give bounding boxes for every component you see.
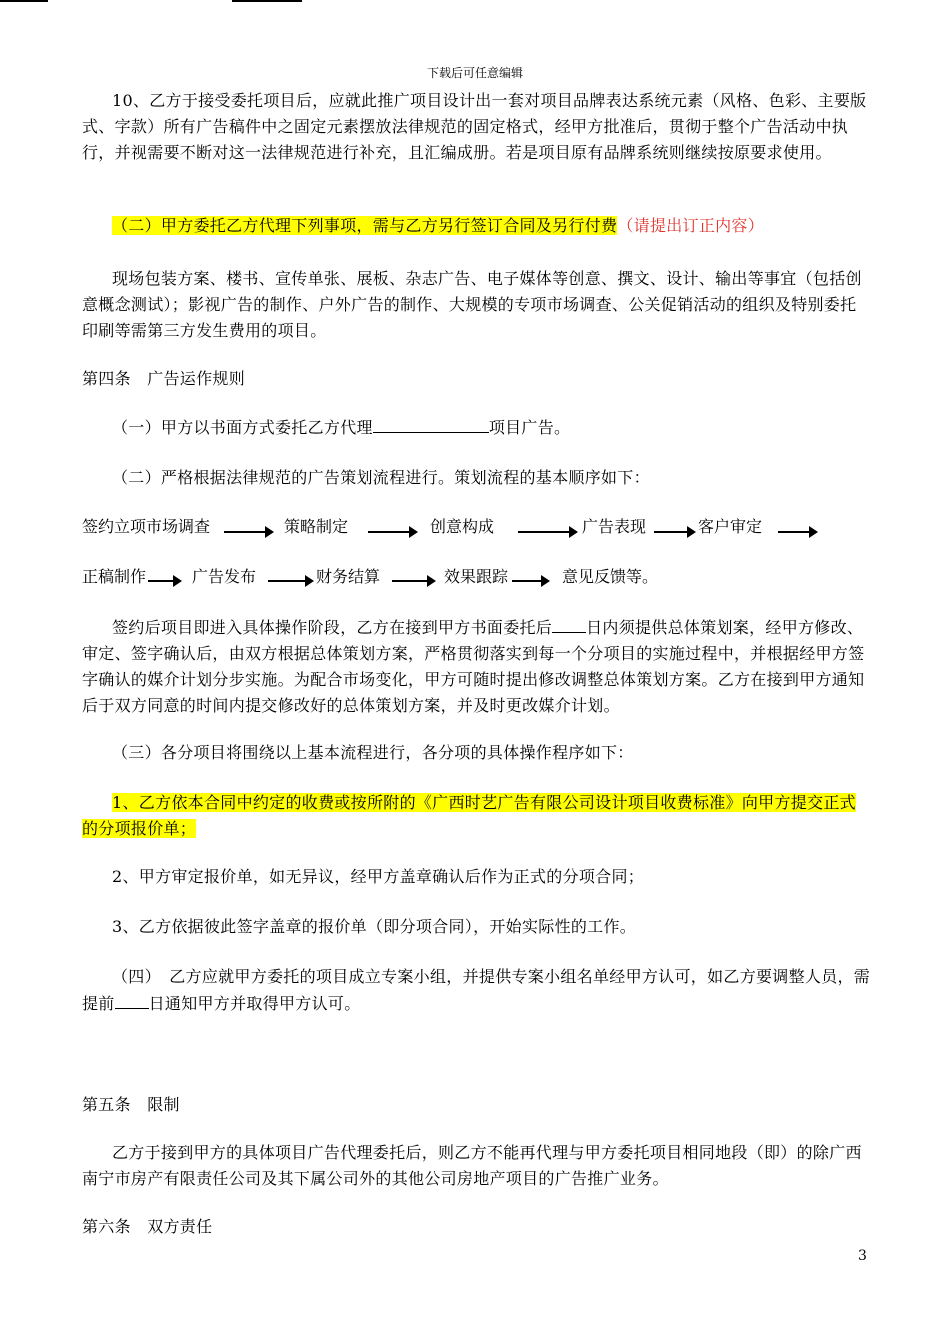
flow-step-9: 效果跟踪 [444,567,509,586]
flow-step-2: 策略制定 [284,517,349,536]
flow-arrow-6 [148,580,174,582]
flow-arrow-9 [512,580,542,582]
section-2-body: 现场包装方案、楼书、宣传单张、展板、杂志广告、电子媒体等创意、撰文、设计、输出等事宜（包括创意概念测试）；影视广告的制作、户外广告的制作、大规模的专项市场调查、公关促销活动的组织及特别委托印刷等需第三方发生费用的项目。 [82,269,862,340]
article-4-item-4-pre: （四） 乙方应就甲方委托的项目成立专案小组，并提供专案小组名单经甲方认可，如乙方要调整人员，需提前 [82,967,871,1013]
article-4-item-1-post: 项目广告。 [488,418,571,437]
flow-step-7: 广告发布 [192,567,257,586]
procedure-item-1 [82,790,872,842]
flow-arrow-3 [518,531,570,533]
section-2-note: （请提出订正内容） [617,216,765,235]
flow-arrow-7 [268,580,306,582]
top-arrow-line-right [232,0,302,2]
flow-step-3: 创意构成 [430,517,495,536]
article-6-title: 第六条 双方责任 [82,1217,213,1236]
project-name-blank [373,414,489,433]
flow-arrow-5 [778,531,810,533]
article-4-item-1-pre: （一）甲方以书面方式委托乙方代理 [112,418,373,437]
article-4-body-pre: 签约后项目即进入具体操作阶段，乙方在接到甲方书面委托后 [112,618,553,637]
article-4-title: 第四条 广告运作规则 [82,369,246,388]
flow-step-8: 财务结算 [316,567,381,586]
procedure-item-1-text: 1、乙方依本合同中约定的收费或按所附的《广西时艺广告有限公司设计项目收费标准》向甲方提交正式的分项报价单； [82,793,856,838]
article-4-item-1 [82,414,872,441]
flow-step-5: 客户审定 [698,517,763,536]
flow-step-10: 意见反馈等。 [562,567,659,586]
article-4-body-post: 日内须提供总体策划案，经甲方修改、审定、签字确认后，由双方根据总体策划方案，严格贯彻落实到每一个分项目的实施过程中，并根据经甲方签字确认的媒介计划分步实施。为配合市场变化，甲方可随时提出修改调整总体策划方案。乙方在接到甲方通知后于双方同意的时间内提交修改好的总体策划方案，并及时更改媒介计划。 [82,618,865,715]
procedure-item-2: 2、甲方审定报价单，如无异议，经甲方盖章确认后作为正式的分项合同； [112,867,645,886]
flow-step-6: 正稿制作 [82,567,147,586]
section-2-title [82,213,872,239]
page-header: 下载后可任意编辑 [426,66,523,80]
flow-arrow-2 [368,531,410,533]
clause-10: 10、乙方于接受委托项目后，应就此推广项目设计出一套对项目品牌表达系统元素（风格、色彩、主要版式、字款）所有广告稿件中之固定元素摆放法律规范的固定格式，经甲方批准后，贯彻于整个广告活动中执行，并视需要不断对这一法律规范进行补充，且汇编成册。若是项目原有品牌系统则继续按原要求使用。 [82,91,867,162]
article-5-body: 乙方于接到甲方的具体项目广告代理委托后，则乙方不能再代理与甲方委托项目相同地段（即）的除广西南宁市房产有限责任公司及其下属公司外的其他公司房地产项目的广告推广业务。 [82,1143,862,1188]
article-4-body [82,614,872,719]
flow-arrow-1 [224,531,266,533]
article-4-item-4-post: 日通知甲方并取得甲方认可。 [148,994,361,1013]
days-blank-2 [115,990,149,1009]
section-2-title-text: （二）甲方委托乙方代理下列事项，需与乙方另行签订合同及另行付费 [112,216,618,235]
flow-step-1: 签约立项市场调查 [82,517,211,536]
article-4-item-3: （三）各分项目将围绕以上基本流程进行，各分项的具体操作程序如下： [112,743,634,762]
article-4-item-2: （二）严格根据法律规范的广告策划流程进行。策划流程的基本顺序如下： [112,468,650,487]
procedure-item-3: 3、乙方依据彼此签字盖章的报价单（即分项合同），开始实际性的工作。 [112,917,637,936]
page-number: 3 [858,1248,867,1264]
article-4-item-4 [82,964,872,1017]
article-5-title: 第五条 限制 [82,1095,180,1114]
flow-step-4: 广告表现 [582,517,647,536]
flow-arrow-8 [392,580,428,582]
flow-arrow-4 [654,531,688,533]
days-blank-1 [552,614,586,633]
top-arrow-line-left [0,0,48,2]
